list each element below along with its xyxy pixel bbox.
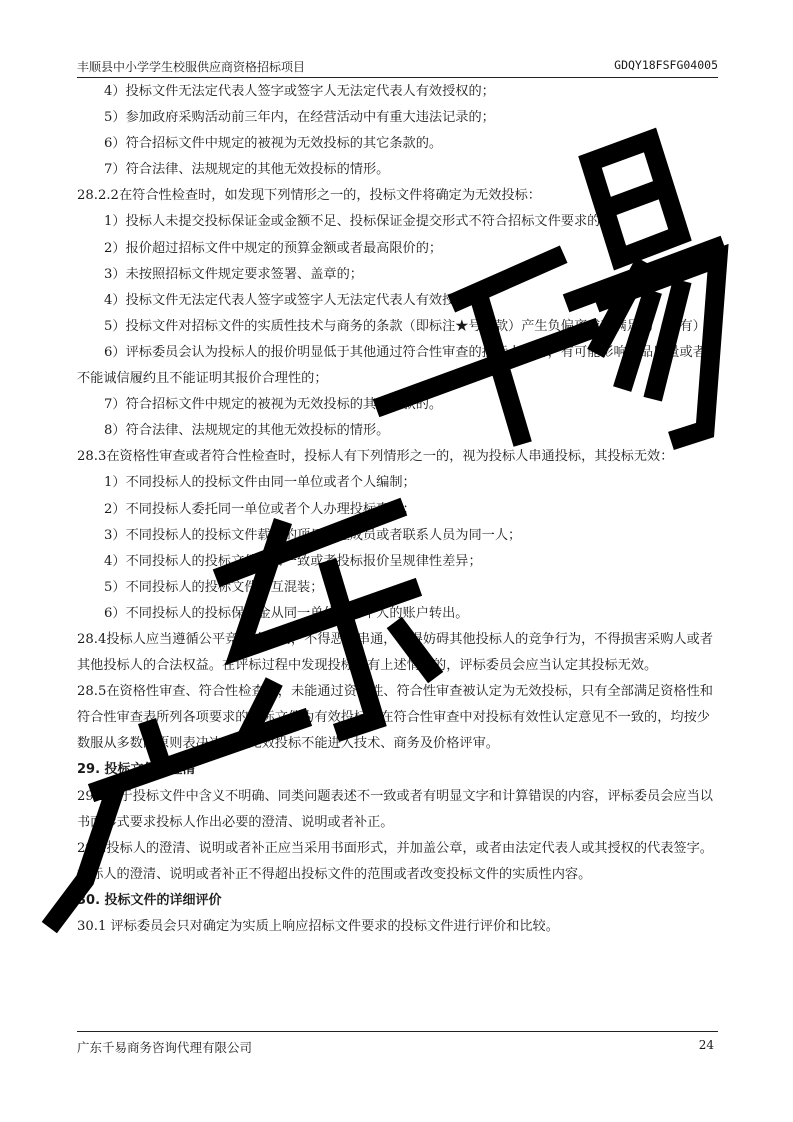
text-line: 2）报价超过招标文件中规定的预算金额或者最高限价的；	[104, 240, 443, 256]
text-line: 4）不同投标人的投标文件异常一致或者投标报价呈规律性差异；	[104, 553, 482, 569]
text-line: 3）不同投标人的投标文件载明的项目管理成员或者联系人员为同一人；	[104, 527, 522, 543]
page-header	[77, 58, 718, 76]
clause-29-1: 29.1对于投标文件中含义不明确、同类问题表述不一致或者有明显文字和计算错误的内容，评标委员会应当以书面形式要求投标人作出必要的澄清、说明或者补正。	[77, 788, 713, 830]
company-name: 广东千易商务咨询代理有限公司	[77, 1040, 253, 1055]
text-line: 1）不同投标人的投标文件由同一单位或者个人编制；	[104, 475, 416, 491]
section-heading-29: 29. 投标文件的澄清	[77, 762, 196, 778]
text-line: 2）不同投标人委托同一单位或者个人办理投标事宜；	[104, 501, 416, 517]
clause-30-1: 30.1 评标委员会只对确定为实质上响应招标文件要求的投标文件进行评价和比较。	[77, 919, 559, 934]
text-line: 7）符合法律、法规规定的其他无效投标的情形。	[104, 162, 390, 178]
project-title: 丰顺县中小学学生校服供应商资格招标项目	[77, 60, 306, 74]
text-line: 6）符合招标文件中规定的被视为无效投标的其它条款的。	[104, 136, 443, 152]
footer-rule	[77, 1031, 718, 1032]
document-body	[77, 79, 718, 940]
text-line: 6）评标委员会认为投标人的报价明显低于其他通过符合性审查的投标人报价，有可能影响产品质量或者不能诚信履约且不能证明其报价合理性的；	[77, 344, 706, 387]
clause-28-4: 28.4投标人应当遵循公平竞争的原则，不得恶意串通，不得妨碍其他投标人的竞争行为，不得损害采购人或者其他投标人的合法权益。在评标过程中发现投标人有上述情形的，评标委员会应当认定其投标无效。	[77, 631, 713, 674]
text-line: 4）投标文件无法定代表人签字或签字人无法定代表人有效授权的；	[104, 292, 495, 308]
project-code: GDQY18FSFG04005	[614, 58, 718, 72]
page-number: 24	[698, 1038, 714, 1052]
clause-28-2-2: 28.2.2在符合性检查时，如发现下列情形之一的，投标文件将确定为无效投标：	[77, 188, 541, 204]
section-heading-30: 30. 投标文件的详细评价	[77, 892, 222, 908]
text-line: 1）投标人未提交投标保证金或金额不足、投标保证金提交形式不符合招标文件要求的；	[104, 214, 614, 230]
text-line: 5）参加政府采购活动前三年内，在经营活动中有重大违法记录的；	[104, 110, 495, 126]
text-line: 5）不同投标人的投标文件相互混装；	[104, 579, 324, 595]
text-line: 8）符合法律、法规规定的其他无效投标的情形。	[104, 423, 390, 439]
header-rule	[77, 77, 718, 78]
clause-28-3: 28.3在资格性审查或者符合性检查时，投标人有下列情形之一的，视为投标人串通投标，其投标无效：	[77, 449, 674, 465]
text-line: 5）投标文件对招标文件的实质性技术与商务的条款（即标注★号条款）产生负偏离或不满足的（如有）	[104, 318, 706, 334]
text-line: 4）投标文件无法定代表人签字或签字人无法定代表人有效授权的；	[104, 84, 495, 99]
clause-28-5: 28.5在资格性审查、符合性检查时，未能通过资格性、符合性审查被认定为无效投标，只有全部满足资格性和符合性审查表所列各项要求的投标文件为有效投标。在符合性审查中对投标有效性认定意见不一致的，均按少数服从多数的原则表决决定。无效投标不能进入技术、商务及价格评审。	[77, 684, 713, 752]
text-line: 7）符合招标文件中规定的被视为无效投标的其它条款的。	[104, 397, 443, 413]
text-line: 6）不同投标人的投标保证金从同一单位或者个人的账户转出。	[104, 605, 469, 621]
page-footer	[77, 1038, 718, 1056]
text-line: 3）未按照招标文件规定要求签署、盖章的；	[104, 266, 363, 282]
clause-29-2: 29.2投标人的澄清、说明或者补正应当采用书面形式，并加盖公章，或者由法定代表人或其授权的代表签字。投标人的澄清、说明或者补正不得超出投标文件的范围或者改变投标文件的实质性内容。	[77, 840, 713, 882]
